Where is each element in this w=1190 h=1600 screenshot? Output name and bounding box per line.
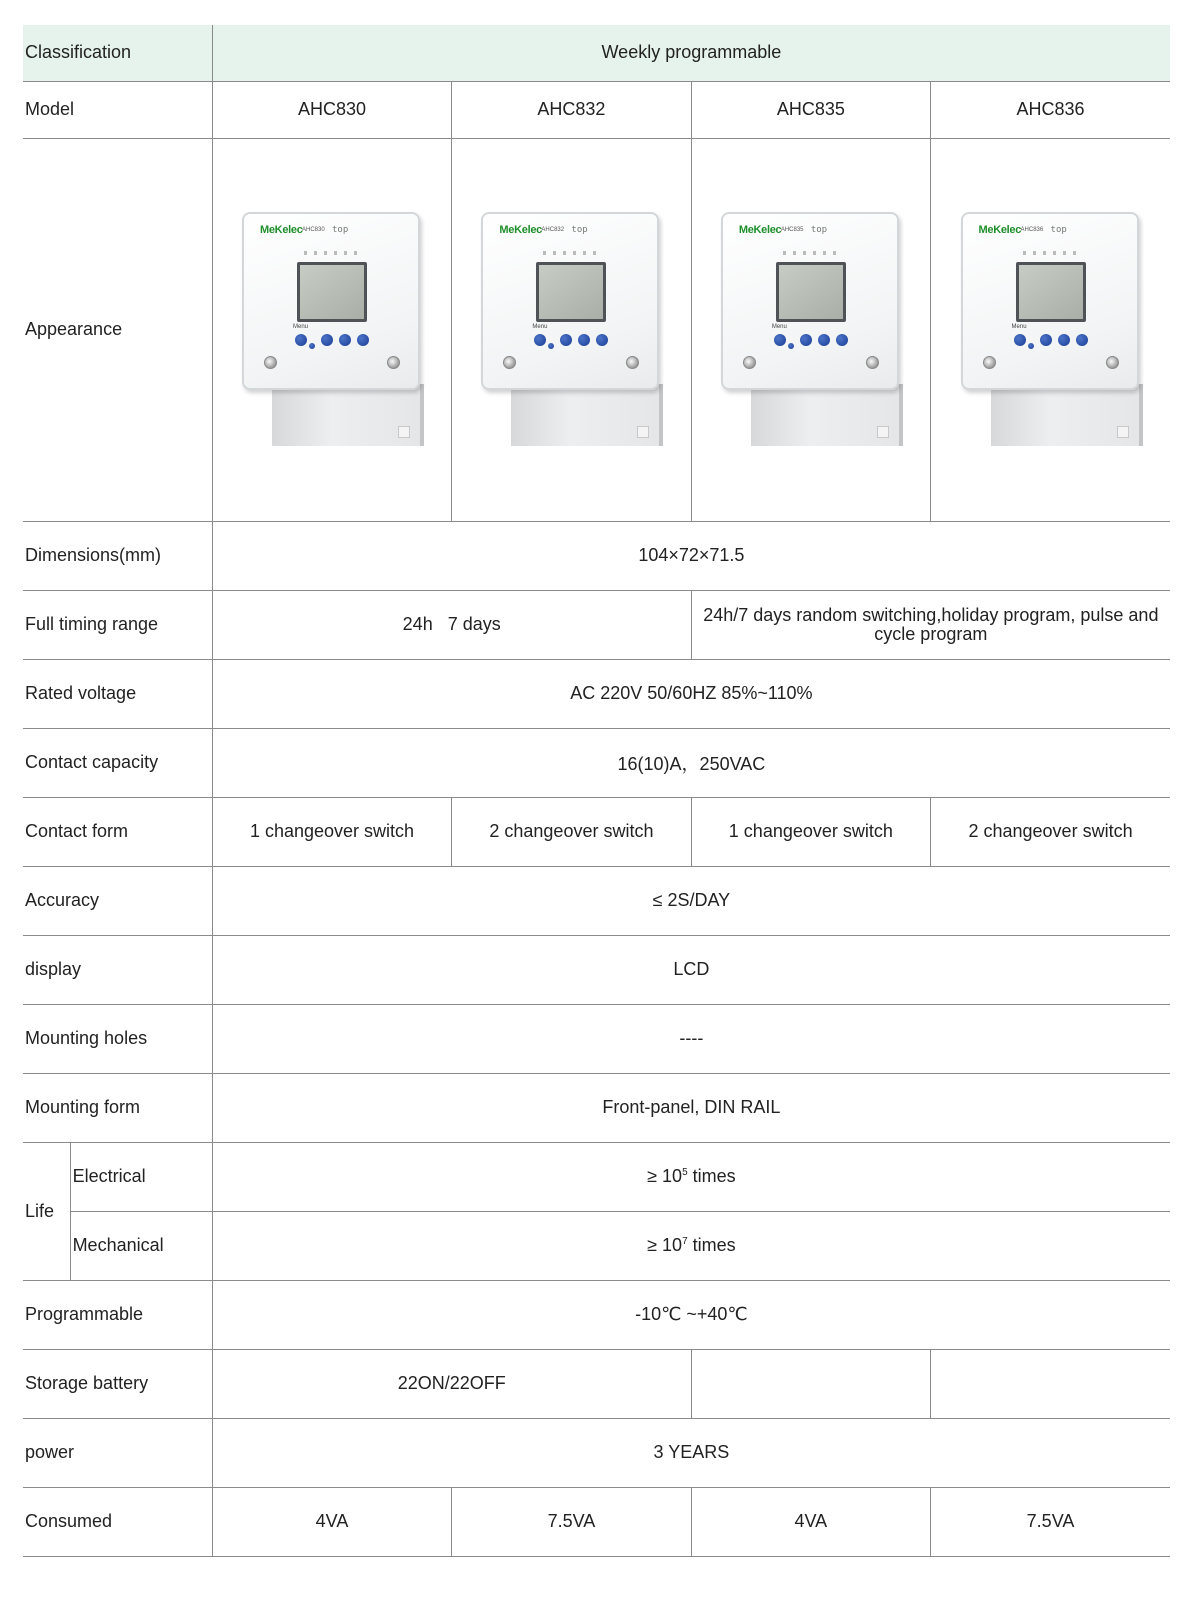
row-timing (23, 590, 1170, 659)
row-storage-battery (23, 1349, 1170, 1418)
programmable-value: -10℃ ~+40℃ (212, 1280, 1170, 1349)
device-base (751, 384, 903, 446)
accuracy-label: Accuracy (23, 866, 212, 935)
timer-device-image (242, 212, 422, 448)
capacity-value: 16(10)A，250VAC (212, 728, 1170, 797)
right-button-icon (1058, 334, 1070, 346)
life-label: Life (23, 1142, 70, 1280)
row-dimensions (23, 521, 1170, 590)
device-top-text: top (332, 224, 349, 235)
row-classification (23, 25, 1170, 81)
ok-button-icon (836, 334, 848, 346)
row-display (23, 935, 1170, 1004)
device-top-text: top (571, 224, 588, 235)
programmable-label: Programmable (23, 1280, 212, 1349)
device-menu-text: Menu (293, 323, 309, 330)
appearance-cell (931, 138, 1170, 521)
consumed-cell: 7.5VA (452, 1487, 691, 1556)
device-brand: MeKelec (738, 223, 782, 236)
life-mechanical-value: ≥ $10^7$ times (212, 1211, 1170, 1280)
device-brand: MeKelec (260, 223, 303, 236)
screw-icon (1106, 356, 1119, 369)
row-appearance (23, 138, 1170, 521)
timer-device-image (721, 212, 901, 448)
left-button-icon (800, 334, 812, 346)
voltage-value: AC 220V 50/60HZ 85%~110% (212, 659, 1170, 728)
device-menu-text: Menu (771, 323, 787, 330)
ok-button-icon (596, 334, 608, 346)
device-front-panel (481, 212, 659, 390)
menu-button-icon (774, 334, 786, 346)
mounting-form-label: Mounting form (23, 1073, 212, 1142)
row-model (23, 81, 1170, 138)
device-front-panel (961, 212, 1139, 390)
row-consumed (23, 1487, 1170, 1556)
timer-device-image (961, 212, 1141, 448)
timing-value-a: 24h 7 days (212, 590, 691, 659)
device-front-panel (242, 212, 420, 390)
consumed-cell: 4VA (691, 1487, 930, 1556)
display-label: display (23, 935, 212, 1004)
device-front-panel (721, 212, 899, 390)
consumed-cell: 4VA (212, 1487, 451, 1556)
lcd-screen (536, 262, 606, 322)
life-electrical-value: ≥ $10^5$ times (212, 1142, 1170, 1211)
screw-icon (503, 356, 516, 369)
device-base (991, 384, 1143, 446)
left-button-icon (560, 334, 572, 346)
ok-button-icon (1076, 334, 1088, 346)
power-value: 3 YEARS (212, 1418, 1170, 1487)
row-accuracy (23, 866, 1170, 935)
screw-icon (626, 356, 639, 369)
display-value: LCD (212, 935, 1170, 1004)
row-voltage (23, 659, 1170, 728)
row-life-mechanical (23, 1211, 1170, 1280)
right-button-icon (339, 334, 351, 346)
appearance-cell (212, 138, 451, 521)
device-menu-text: Menu (532, 323, 548, 330)
spec-table (23, 25, 1170, 1557)
device-base-marker (877, 426, 889, 438)
device-hour-scale (783, 251, 839, 255)
power-label: power (23, 1418, 212, 1487)
consumed-cell: 7.5VA (931, 1487, 1170, 1556)
reset-button-icon (309, 343, 315, 349)
contact-form-cell: 1 changeover switch (691, 797, 930, 866)
lcd-screen (297, 262, 367, 322)
device-model-text: AHC830 (302, 226, 325, 233)
device-base (272, 384, 424, 446)
life-mechanical-label: Mechanical (70, 1211, 212, 1280)
lcd-screen (1016, 262, 1086, 322)
device-model-text: AHC835 (780, 226, 804, 233)
dimensions-label: Dimensions(mm) (23, 521, 212, 590)
storage-battery-empty (931, 1349, 1170, 1418)
left-button-icon (321, 334, 333, 346)
appearance-label: Appearance (23, 138, 212, 521)
row-power (23, 1418, 1170, 1487)
accuracy-value: ≤ 2S/DAY (212, 866, 1170, 935)
storage-battery-empty (691, 1349, 930, 1418)
row-life-electrical (23, 1142, 1170, 1211)
timer-device-image (481, 212, 661, 448)
device-top-text: top (810, 224, 828, 235)
right-button-icon (578, 334, 590, 346)
device-hour-scale (304, 251, 360, 255)
row-contact-form (23, 797, 1170, 866)
menu-button-icon (295, 334, 307, 346)
contact-form-label: Contact form (23, 797, 212, 866)
appearance-cell (691, 138, 930, 521)
mounting-holes-label: Mounting holes (23, 1004, 212, 1073)
row-capacity (23, 728, 1170, 797)
device-base (511, 384, 663, 446)
storage-battery-label: Storage battery (23, 1349, 212, 1418)
reset-button-icon (788, 343, 794, 349)
row-programmable (23, 1280, 1170, 1349)
device-model-text: AHC836 (1020, 226, 1044, 233)
classification-value: Weekly programmable (212, 25, 1170, 81)
timing-value-b: 24h/7 days random switching,holiday program, pulse and cycle program (691, 590, 1170, 659)
menu-button-icon (1014, 334, 1026, 346)
classification-label: Classification (23, 25, 212, 81)
life-electrical-label: Electrical (70, 1142, 212, 1211)
screw-icon (983, 356, 996, 369)
device-menu-text: Menu (1011, 323, 1027, 330)
device-base-marker (398, 426, 410, 438)
mounting-form-value: Front-panel, DIN RAIL (212, 1073, 1170, 1142)
model-cell: AHC830 (212, 81, 451, 138)
capacity-label: Contact capacity (23, 728, 212, 797)
reset-button-icon (1028, 343, 1034, 349)
dimensions-value: 104×72×71.5 (212, 521, 1170, 590)
lcd-screen (776, 262, 846, 322)
model-label: Model (23, 81, 212, 138)
ok-button-icon (357, 334, 369, 346)
appearance-cell (452, 138, 691, 521)
device-brand: MeKelec (499, 223, 542, 236)
voltage-label: Rated voltage (23, 659, 212, 728)
contact-form-cell: 2 changeover switch (452, 797, 691, 866)
contact-form-cell: 1 changeover switch (212, 797, 451, 866)
model-cell: AHC832 (452, 81, 691, 138)
screw-icon (387, 356, 400, 369)
screw-icon (264, 356, 277, 369)
screw-icon (866, 356, 879, 369)
left-button-icon (1040, 334, 1052, 346)
device-brand: MeKelec (978, 223, 1022, 236)
consumed-label: Consumed (23, 1487, 212, 1556)
row-mounting-holes (23, 1004, 1170, 1073)
device-base-marker (637, 426, 649, 438)
device-hour-scale (543, 251, 599, 255)
device-base-marker (1117, 426, 1129, 438)
contact-form-cell: 2 changeover switch (931, 797, 1170, 866)
model-cell: AHC836 (931, 81, 1170, 138)
device-model-text: AHC832 (541, 226, 565, 233)
reset-button-icon (548, 343, 554, 349)
screw-icon (743, 356, 756, 369)
right-button-icon (818, 334, 830, 346)
mounting-holes-value: ---- (212, 1004, 1170, 1073)
row-mounting-form (23, 1073, 1170, 1142)
model-cell: AHC835 (691, 81, 930, 138)
menu-button-icon (534, 334, 546, 346)
device-hour-scale (1023, 251, 1079, 255)
storage-battery-value: 22ON/22OFF (212, 1349, 691, 1418)
timing-label: Full timing range (23, 590, 212, 659)
device-top-text: top (1050, 224, 1067, 235)
